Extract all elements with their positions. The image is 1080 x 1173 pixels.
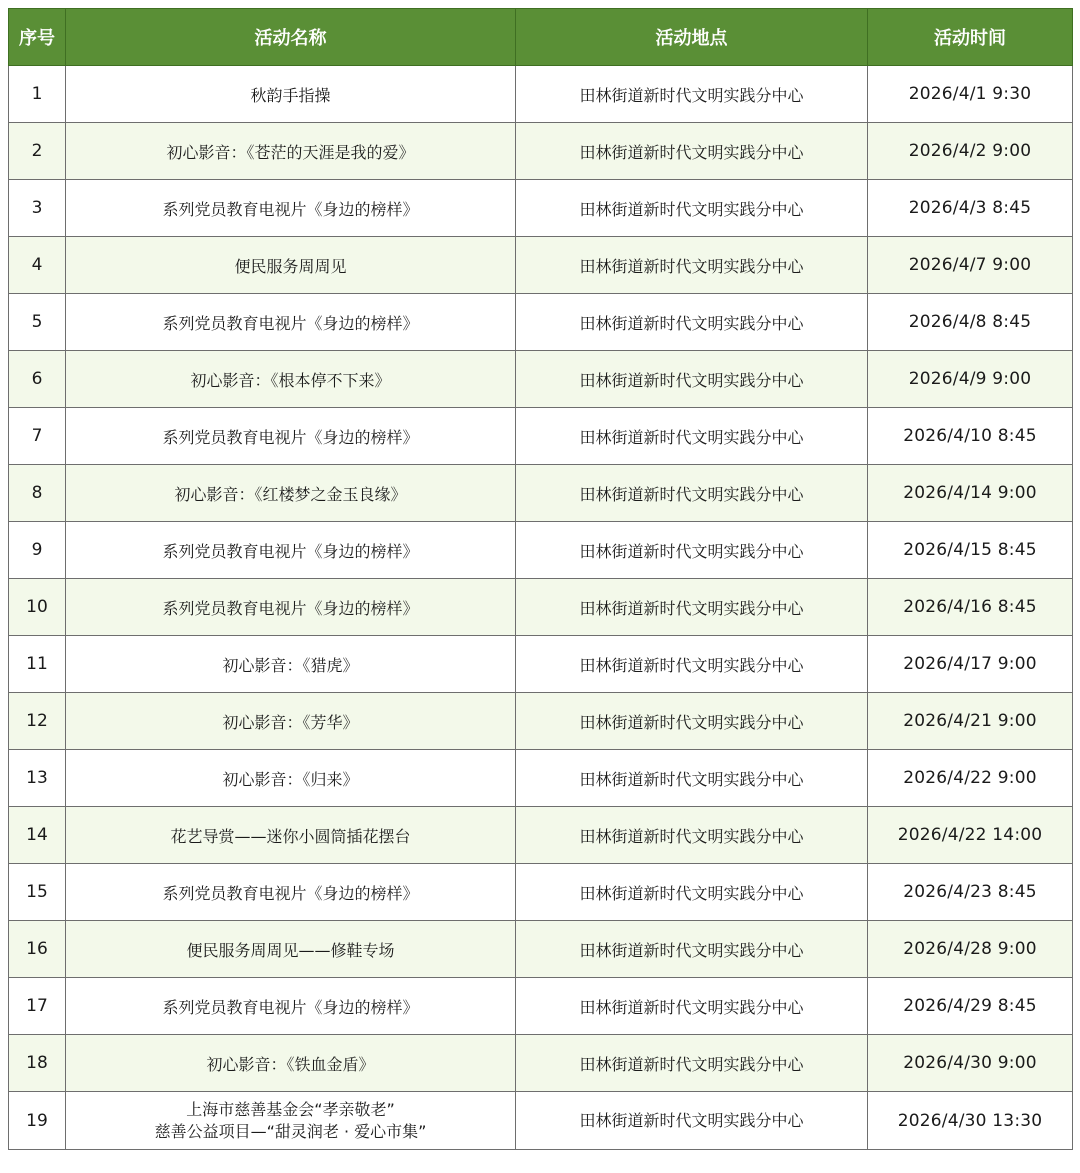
cell-number: 7 xyxy=(9,408,66,465)
cell-activity-name xyxy=(66,123,516,180)
activity-name-line: 系列党员教育电视片《身边的榜样》 xyxy=(162,997,419,1017)
cell-activity-place: 田林街道新时代文明实践分中心 xyxy=(516,522,868,579)
table-row xyxy=(9,807,1073,864)
cell-activity-name xyxy=(66,351,516,408)
cell-activity-place: 田林街道新时代文明实践分中心 xyxy=(516,180,868,237)
cell-activity-place: 田林街道新时代文明实践分中心 xyxy=(516,1092,868,1150)
cell-activity-time: 2026/4/2 9:00 xyxy=(868,123,1073,180)
cell-activity-time: 2026/4/21 9:00 xyxy=(868,693,1073,750)
table-row xyxy=(9,864,1073,921)
cell-activity-time: 2026/4/23 8:45 xyxy=(868,864,1073,921)
cell-activity-time: 2026/4/8 8:45 xyxy=(868,294,1073,351)
table-row xyxy=(9,1092,1073,1150)
cell-activity-name xyxy=(66,864,516,921)
cell-number: 11 xyxy=(9,636,66,693)
cell-activity-name xyxy=(66,807,516,864)
table-row xyxy=(9,465,1073,522)
table-row xyxy=(9,921,1073,978)
cell-number: 8 xyxy=(9,465,66,522)
cell-activity-name xyxy=(66,66,516,123)
cell-activity-name xyxy=(66,180,516,237)
cell-activity-place: 田林街道新时代文明实践分中心 xyxy=(516,465,868,522)
activity-name-line: 系列党员教育电视片《身边的榜样》 xyxy=(162,883,419,903)
cell-number: 9 xyxy=(9,522,66,579)
table-row xyxy=(9,693,1073,750)
table-row xyxy=(9,408,1073,465)
schedule-table-container xyxy=(8,8,1072,1150)
activity-name-line: 便民服务周周见——修鞋专场 xyxy=(186,940,395,960)
table-row xyxy=(9,123,1073,180)
activity-name-line: 初心影音：《根本停不下来》 xyxy=(190,370,391,390)
cell-activity-name xyxy=(66,237,516,294)
cell-activity-place: 田林街道新时代文明实践分中心 xyxy=(516,807,868,864)
table-row xyxy=(9,180,1073,237)
table-row xyxy=(9,351,1073,408)
table-row xyxy=(9,1035,1073,1092)
cell-activity-name xyxy=(66,978,516,1035)
cell-activity-place: 田林街道新时代文明实践分中心 xyxy=(516,864,868,921)
cell-activity-place: 田林街道新时代文明实践分中心 xyxy=(516,921,868,978)
cell-activity-name xyxy=(66,921,516,978)
cell-activity-time: 2026/4/29 8:45 xyxy=(868,978,1073,1035)
cell-activity-name xyxy=(66,522,516,579)
cell-activity-place: 田林街道新时代文明实践分中心 xyxy=(516,351,868,408)
cell-activity-time: 2026/4/7 9:00 xyxy=(868,237,1073,294)
cell-activity-time: 2026/4/9 9:00 xyxy=(868,351,1073,408)
activity-schedule-table xyxy=(8,8,1073,1150)
cell-activity-place: 田林街道新时代文明实践分中心 xyxy=(516,636,868,693)
cell-number: 13 xyxy=(9,750,66,807)
cell-activity-name xyxy=(66,693,516,750)
cell-activity-time: 2026/4/1 9:30 xyxy=(868,66,1073,123)
activity-name-line: 花艺导赏——迷你小圆筒插花摆台 xyxy=(170,826,411,846)
activity-name-line: 秋韵手指操 xyxy=(250,85,331,105)
cell-activity-place: 田林街道新时代文明实践分中心 xyxy=(516,750,868,807)
cell-number: 2 xyxy=(9,123,66,180)
cell-activity-name xyxy=(66,636,516,693)
cell-activity-place: 田林街道新时代文明实践分中心 xyxy=(516,294,868,351)
cell-activity-time: 2026/4/10 8:45 xyxy=(868,408,1073,465)
cell-activity-name xyxy=(66,465,516,522)
cell-activity-name xyxy=(66,750,516,807)
cell-number: 6 xyxy=(9,351,66,408)
cell-number: 15 xyxy=(9,864,66,921)
cell-number: 16 xyxy=(9,921,66,978)
cell-number: 10 xyxy=(9,579,66,636)
cell-activity-place: 田林街道新时代文明实践分中心 xyxy=(516,978,868,1035)
activity-name-line: 慈善公益项目—“甜灵润老 · 爱心市集” xyxy=(154,1121,427,1141)
activity-name-line: 系列党员教育电视片《身边的榜样》 xyxy=(162,313,419,333)
table-row xyxy=(9,978,1073,1035)
cell-number: 18 xyxy=(9,1035,66,1092)
cell-activity-time: 2026/4/17 9:00 xyxy=(868,636,1073,693)
cell-activity-place: 田林街道新时代文明实践分中心 xyxy=(516,1035,868,1092)
cell-activity-place: 田林街道新时代文明实践分中心 xyxy=(516,66,868,123)
table-row xyxy=(9,294,1073,351)
table-header-row xyxy=(9,9,1073,66)
table-row xyxy=(9,522,1073,579)
cell-activity-name xyxy=(66,294,516,351)
activity-name-line: 初心影音：《红楼梦之金玉良缘》 xyxy=(174,484,407,504)
cell-activity-time: 2026/4/16 8:45 xyxy=(868,579,1073,636)
activity-name-line: 初心影音：《苍茫的天涯是我的爱》 xyxy=(166,142,415,162)
cell-number: 4 xyxy=(9,237,66,294)
activity-name-line: 上海市慈善基金会“孝亲敬老” xyxy=(186,1099,395,1119)
cell-number: 5 xyxy=(9,294,66,351)
table-row xyxy=(9,66,1073,123)
header-number: 序号 xyxy=(9,9,66,66)
cell-activity-place: 田林街道新时代文明实践分中心 xyxy=(516,237,868,294)
activity-name-line: 系列党员教育电视片《身边的榜样》 xyxy=(162,541,419,561)
cell-activity-time: 2026/4/14 9:00 xyxy=(868,465,1073,522)
table-row xyxy=(9,579,1073,636)
table-row xyxy=(9,750,1073,807)
cell-activity-name xyxy=(66,1092,516,1150)
cell-activity-name xyxy=(66,408,516,465)
cell-activity-time: 2026/4/30 9:00 xyxy=(868,1035,1073,1092)
cell-activity-time: 2026/4/22 14:00 xyxy=(868,807,1073,864)
cell-number: 17 xyxy=(9,978,66,1035)
activity-name-line: 便民服务周周见 xyxy=(234,256,347,276)
cell-activity-place: 田林街道新时代文明实践分中心 xyxy=(516,693,868,750)
header-activity-name: 活动名称 xyxy=(66,9,516,66)
cell-activity-time: 2026/4/30 13:30 xyxy=(868,1092,1073,1150)
cell-activity-place: 田林街道新时代文明实践分中心 xyxy=(516,123,868,180)
header-activity-place: 活动地点 xyxy=(516,9,868,66)
cell-number: 1 xyxy=(9,66,66,123)
cell-activity-time: 2026/4/28 9:00 xyxy=(868,921,1073,978)
cell-number: 12 xyxy=(9,693,66,750)
activity-name-line: 初心影音：《芳华》 xyxy=(222,712,359,732)
cell-activity-place: 田林街道新时代文明实践分中心 xyxy=(516,408,868,465)
cell-activity-time: 2026/4/15 8:45 xyxy=(868,522,1073,579)
cell-number: 14 xyxy=(9,807,66,864)
table-row xyxy=(9,636,1073,693)
cell-activity-time: 2026/4/22 9:00 xyxy=(868,750,1073,807)
activity-name-line: 系列党员教育电视片《身边的榜样》 xyxy=(162,598,419,618)
activity-name-line: 初心影音：《猎虎》 xyxy=(222,655,359,675)
activity-name-line: 初心影音：《铁血金盾》 xyxy=(206,1054,375,1074)
cell-activity-name xyxy=(66,1035,516,1092)
cell-activity-place: 田林街道新时代文明实践分中心 xyxy=(516,579,868,636)
activity-name-line: 初心影音：《归来》 xyxy=(222,769,359,789)
table-body xyxy=(9,66,1073,1150)
activity-name-line: 系列党员教育电视片《身边的榜样》 xyxy=(162,427,419,447)
cell-number: 3 xyxy=(9,180,66,237)
header-activity-time: 活动时间 xyxy=(868,9,1073,66)
cell-number: 19 xyxy=(9,1092,66,1150)
cell-activity-name xyxy=(66,579,516,636)
table-row xyxy=(9,237,1073,294)
cell-activity-time: 2026/4/3 8:45 xyxy=(868,180,1073,237)
activity-name-line: 系列党员教育电视片《身边的榜样》 xyxy=(162,199,419,219)
